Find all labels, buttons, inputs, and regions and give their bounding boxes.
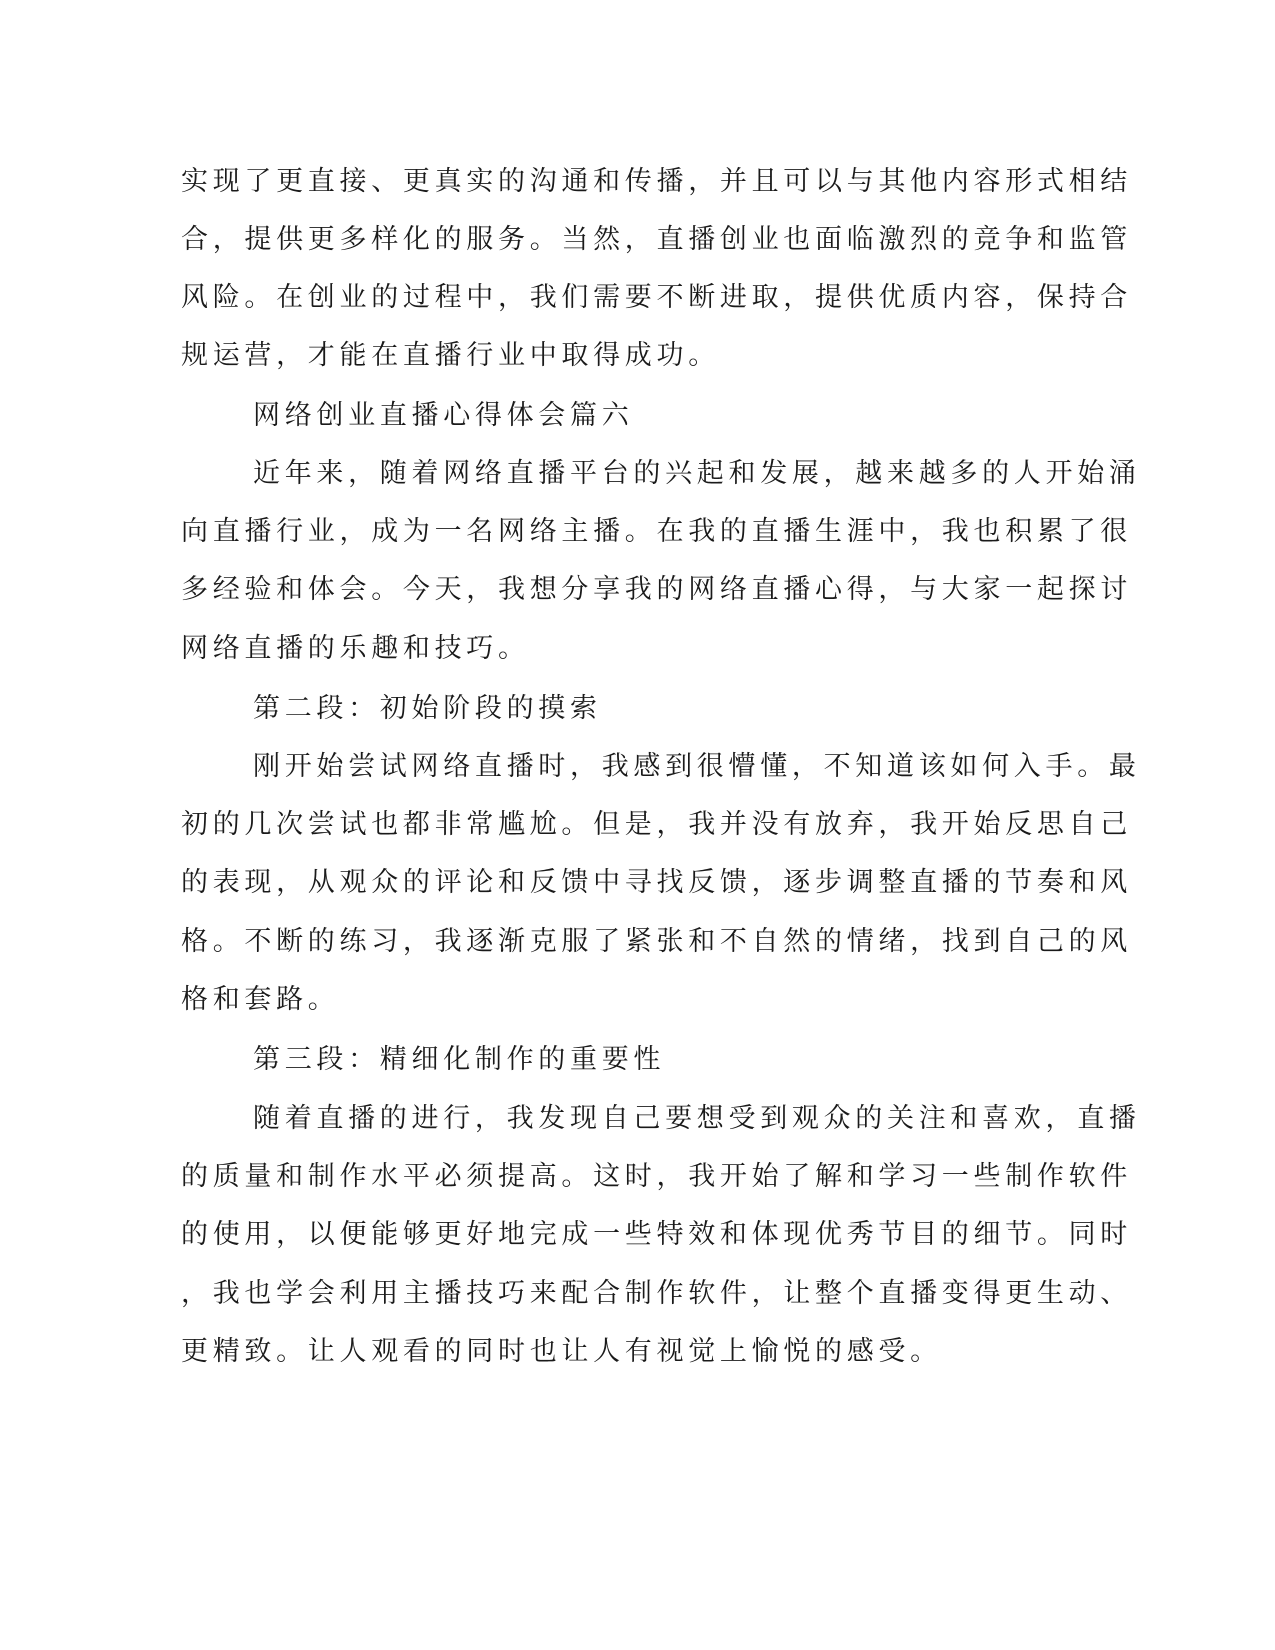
body-line: 的使用，以便能够更好地完成一些特效和体现优秀节目的细节。同时	[181, 1219, 1132, 1250]
body-line: 的质量和制作水平必须提高。这时，我开始了解和学习一些制作软件	[181, 1161, 1132, 1192]
body-line: 合，提供更多样化的服务。当然，直播创业也面临激烈的竞争和监管	[181, 224, 1132, 255]
body-line: 的表现，从观众的评论和反馈中寻找反馈，逐步调整直播的节奏和风	[181, 867, 1132, 898]
section-heading: 第三段：精细化制作的重要性	[253, 1044, 666, 1075]
body-line: 网络直播的乐趣和技巧。	[181, 633, 530, 664]
body-line: 格。不断的练习，我逐渐克服了紧张和不自然的情绪，找到自己的风	[181, 926, 1132, 957]
section-heading: 网络创业直播心得体会篇六	[253, 400, 634, 431]
body-line: ，我也学会利用主播技巧来配合制作软件，让整个直播变得更生动、	[181, 1278, 1132, 1309]
body-line: 初的几次尝试也都非常尴尬。但是，我并没有放弃，我开始反思自己	[181, 809, 1132, 840]
body-line: 更精致。让人观看的同时也让人有视觉上愉悦的感受。	[181, 1336, 942, 1367]
body-line: 刚开始尝试网络直播时，我感到很懵懂，不知道该如何入手。最	[253, 751, 1141, 782]
body-line: 格和套路。	[181, 984, 340, 1015]
body-line: 向直播行业，成为一名网络主播。在我的直播生涯中，我也积累了很	[181, 516, 1132, 547]
body-line: 近年来，随着网络直播平台的兴起和发展，越来越多的人开始涌	[253, 458, 1141, 489]
body-line: 风险。在创业的过程中，我们需要不断进取，提供优质内容，保持合	[181, 282, 1132, 313]
body-line: 多经验和体会。今天，我想分享我的网络直播心得，与大家一起探讨	[181, 574, 1132, 605]
body-line: 实现了更直接、更真实的沟通和传播，并且可以与其他内容形式相结	[181, 166, 1132, 197]
section-heading: 第二段：初始阶段的摸索	[253, 693, 602, 724]
body-line: 规运营，才能在直播行业中取得成功。	[181, 340, 720, 371]
body-line: 随着直播的进行，我发现自己要想受到观众的关注和喜欢，直播	[253, 1103, 1141, 1134]
